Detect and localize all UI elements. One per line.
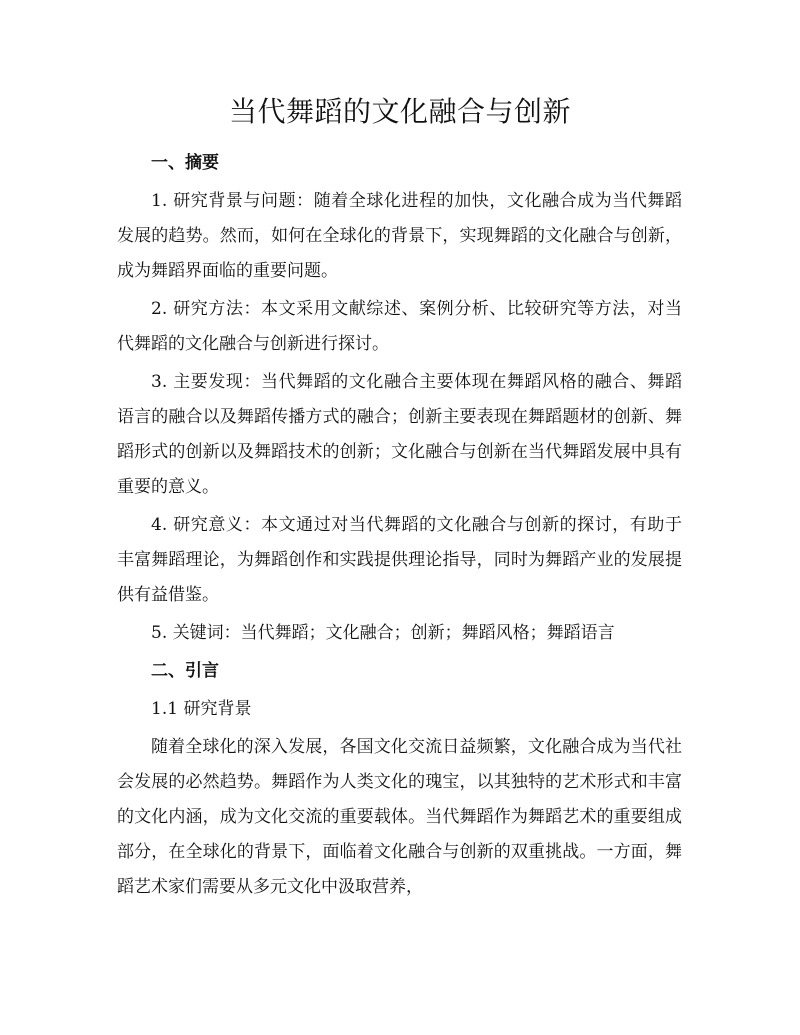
abstract-paragraph-background: 1. 研究背景与问题：随着全球化进程的加快，文化融合成为当代舞蹈发展的趋势。然而，如何在全球化的背景下，实现舞蹈的文化融合与创新，成为舞蹈界面临的重要问题。 — [117, 191, 682, 281]
introduction-paragraph: 随着全球化的深入发展，各国文化交流日益频繁，文化融合成为当代社会发展的必然趋势。舞蹈作为人类文化的瑰宝，以其独特的艺术形式和丰富的文化内涵，成为文化交流的重要载体。当代舞蹈作为舞蹈艺术的重要组成部分，在全球化的背景下，面临着文化融合与创新的双重挑战。一方面，舞蹈艺术家们需要从多元文化中汲取营养， — [117, 737, 682, 897]
subsection-heading-background: 1.1 研究背景 — [151, 699, 252, 719]
section-heading-introduction: 二、引言 — [151, 661, 219, 681]
section-heading-abstract: 一、摘要 — [151, 153, 219, 173]
abstract-paragraph-significance: 4. 研究意义：本文通过对当代舞蹈的文化融合与创新的探讨，有助于丰富舞蹈理论，为舞蹈创作和实践提供理论指导，同时为舞蹈产业的发展提供有益借鉴。 — [117, 515, 682, 605]
abstract-paragraph-keywords: 5. 关键词：当代舞蹈；文化融合；创新；舞蹈风格；舞蹈语言 — [151, 623, 615, 643]
document-title: 当代舞蹈的文化融合与创新 — [228, 95, 571, 128]
abstract-paragraph-methods: 2. 研究方法：本文采用文献综述、案例分析、比较研究等方法，对当代舞蹈的文化融合与创新进行探讨。 — [117, 299, 682, 354]
abstract-paragraph-findings: 3. 主要发现：当代舞蹈的文化融合主要体现在舞蹈风格的融合、舞蹈语言的融合以及舞蹈传播方式的融合；创新主要表现在舞蹈题材的创新、舞蹈形式的创新以及舞蹈技术的创新；文化融合与创新在当代舞蹈发展中具有重要的意义。 — [117, 372, 682, 497]
document-body — [117, 146, 682, 905]
